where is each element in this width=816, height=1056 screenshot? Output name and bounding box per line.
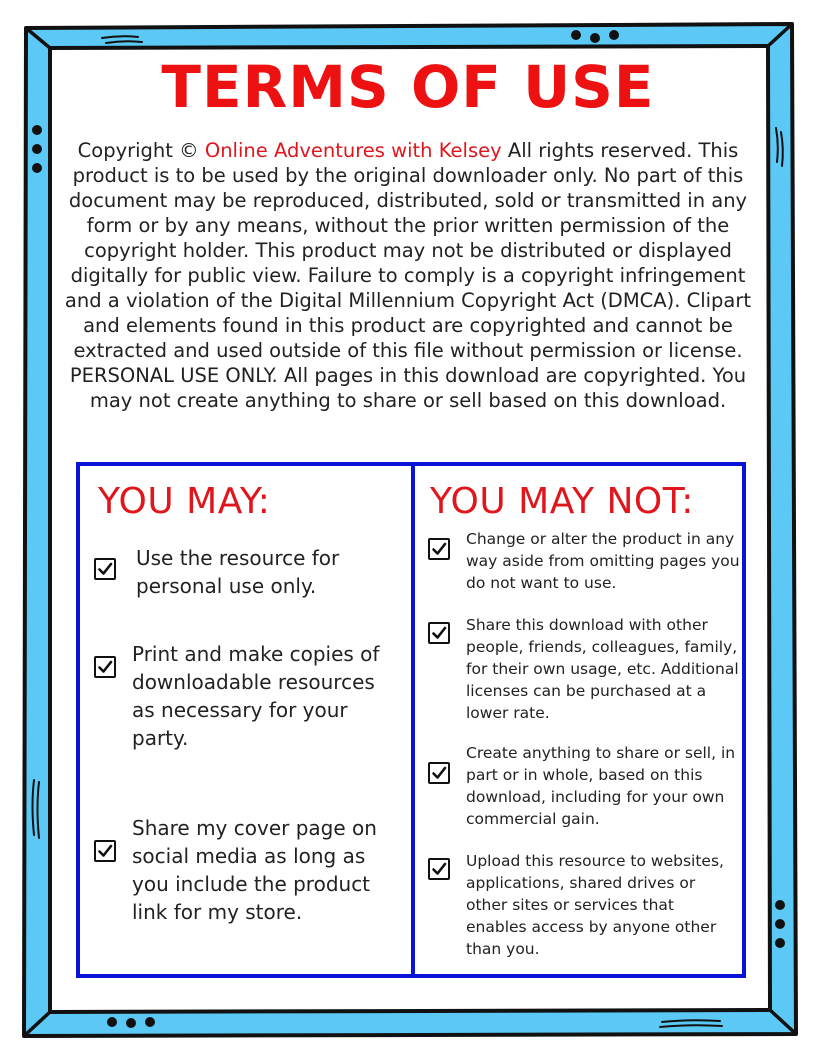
checkbox-icon	[94, 840, 116, 862]
table-divider	[411, 466, 415, 974]
copyright-notice	[58, 138, 758, 413]
owner-link[interactable]: Online Adventures with Kelsey	[204, 139, 502, 162]
checkbox-icon	[428, 622, 450, 644]
checkbox-icon	[94, 656, 116, 678]
you-may-not-item-text: Change or alter the product in any way aside from omitting pages you do not want to use.	[466, 530, 740, 592]
you-may-not-item-text: Upload this resource to websites, applications, shared drives or other sites or services that enables access by anyone other than you.	[466, 852, 724, 958]
checkbox-icon	[94, 558, 116, 580]
you-may-item-text: Share my cover page on social media as long as you include the product link for my store.	[132, 816, 377, 924]
copyright-body: All rights reserved. This product is to be used by the original downloader only. No part of this document may be reproduced, distributed, sold or transmitted in any form or by any means, without the prior written permission of the copyright holder. This product may not be distributed or displayed digitally for public view. Failure to comply is a copyright infringement and a violation of the Digital Millennium Copyright Act (DMCA). Clipart and elements found in this product are copyrighted and cannot be extracted and used outside of this file without permission or license. PERSONAL USE ONLY. All pages in this download are copyrighted. You may not create anything to share or sell based on this download.	[64, 139, 752, 412]
you-may-item-text: Use the resource for personal use only.	[136, 546, 340, 598]
terms-table	[76, 462, 746, 978]
you-may-not-item-text: Share this download with other people, friends, colleagues, family, for their own usage, etc. Additional licenses can be purchased at a lower rate.	[466, 616, 739, 722]
you-may-not-item-text: Create anything to share or sell, in part or in whole, based on this download, including for your own commercial gain.	[466, 744, 736, 828]
page-title: TERMS OF USE	[161, 53, 655, 121]
checkbox-icon	[428, 858, 450, 880]
you-may-item-text: Print and make copies of downloadable resources as necessary for your party.	[132, 642, 380, 750]
you-may-not-heading: YOU MAY NOT:	[430, 481, 694, 522]
checkbox-icon	[428, 762, 450, 784]
copyright-prefix: Copyright ©	[77, 139, 205, 162]
you-may-heading: YOU MAY:	[98, 481, 271, 522]
checkbox-icon	[428, 538, 450, 560]
